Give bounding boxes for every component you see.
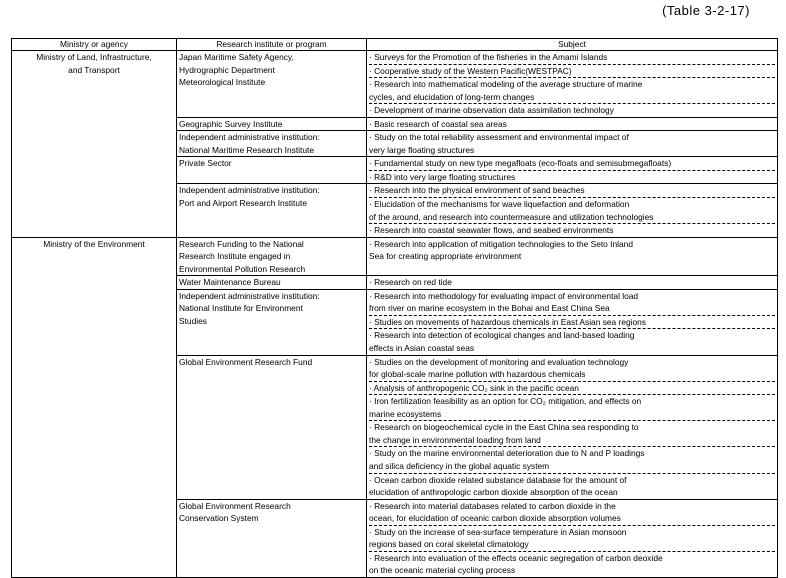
program-name: Japan Maritime Safety Agency, Hydrographic Department Meteorological Institute: [179, 52, 294, 88]
subject-text: Analysis of anthropogenic CO₂ sink in the pacific ocean: [373, 382, 579, 393]
agency-name: Ministry of the Environment: [43, 238, 145, 249]
table-row: [12, 237, 778, 276]
table-body: [12, 51, 778, 578]
bullet-mark: ·: [369, 79, 375, 90]
bullet-mark: ·: [369, 382, 374, 393]
subject-item: [369, 420, 775, 446]
subject-list: [369, 500, 775, 577]
subject-item: [369, 500, 775, 525]
bullet-mark: ·: [369, 132, 375, 143]
subject-item: [369, 170, 775, 184]
program-name: Global Environment Research Fund: [179, 356, 313, 367]
subject-cell: [367, 355, 778, 499]
agency-cell: [12, 51, 177, 238]
header-agency: Ministry or agency: [12, 39, 177, 51]
subject-text: Research into application of mitigation technologies to the Seto Inland Sea for creating appropriate environment: [369, 238, 633, 262]
program-name: Research Funding to the National Research Institute engaged in Environmental Pollution Research: [179, 238, 306, 274]
subject-text: Basic research of coastal sea areas: [374, 118, 507, 129]
bullet-mark: ·: [369, 290, 375, 301]
bullet-mark: ·: [369, 448, 375, 459]
subject-item: [369, 51, 775, 64]
subject-text: Study on the total reliability assessment and environmental impact of very large floating structures: [369, 132, 629, 155]
subject-text: Fundamental study on new type megafloats (eco-floats and semisubmegafloats): [374, 158, 672, 169]
subject-list: [369, 276, 775, 289]
bullet-mark: ·: [369, 65, 375, 76]
program-cell: [177, 499, 367, 577]
agency-name: Ministry of Land, Infrastructure, and Transport: [36, 52, 152, 75]
program-name: Global Environment Research Conservation System: [179, 500, 291, 524]
bullet-mark: ·: [369, 474, 375, 485]
program-cell: [177, 276, 367, 290]
bullet-mark: ·: [369, 158, 375, 169]
bullet-mark: ·: [369, 552, 375, 563]
subject-list: [369, 157, 775, 183]
subject-list: [369, 356, 775, 499]
bullet-mark: ·: [369, 526, 375, 537]
subject-item: [369, 381, 775, 395]
subject-list: [369, 184, 775, 236]
table-row: [12, 51, 778, 118]
subject-item: [369, 64, 775, 78]
subject-item: [369, 276, 775, 289]
subject-text: Research on red tide: [374, 277, 452, 288]
bullet-mark: ·: [369, 171, 375, 182]
subject-cell: [367, 276, 778, 290]
program-name: Independent administrative institution: Port and Airport Research Institute: [179, 185, 320, 209]
subject-list: [369, 131, 775, 156]
bullet-mark: ·: [369, 238, 375, 249]
subject-list: [369, 118, 775, 131]
program-cell: [177, 184, 367, 237]
bullet-mark: ·: [369, 330, 375, 341]
program-cell: [177, 289, 367, 355]
subject-cell: [367, 51, 778, 118]
program-cell: [177, 355, 367, 499]
program-name: Independent administrative institution: National Institute for Environment Studies: [179, 290, 320, 326]
subject-item: [369, 356, 775, 381]
subject-text: Cooperative study of the Western Pacific(WESTPAC): [374, 65, 572, 76]
subject-item: [369, 446, 775, 472]
program-cell: [177, 51, 367, 118]
bullet-mark: ·: [369, 105, 375, 116]
subject-text: Iron fertilization feasibility as an option for CO₂ mitigation, and effects on marine ecosystems: [369, 396, 642, 419]
subject-text: Research into mathematical modeling of the average structure of marine cycles, and elucidation of long-term changes: [369, 79, 643, 102]
bullet-mark: ·: [369, 225, 375, 236]
program-cell: [177, 131, 367, 157]
subject-item: [369, 315, 775, 329]
subject-text: Research into coastal seawater flows, and seabed environments: [374, 225, 614, 236]
subject-item: [369, 77, 775, 103]
table-header-row: [12, 39, 778, 51]
subject-item: [369, 328, 775, 354]
subject-item: [369, 197, 775, 223]
bullet-mark: ·: [369, 356, 375, 367]
subject-text: Surveys for the Promotion of the fisheries in the Amami Islands: [374, 52, 608, 62]
subject-list: [369, 238, 775, 263]
subject-text: Study on the increase of sea-surface temperature in Asian monsoon regions based on coral skeletal climatology: [369, 526, 627, 550]
subject-item: [369, 118, 775, 131]
subject-item: [369, 525, 775, 551]
subject-item: [369, 238, 775, 263]
agency-cell: [12, 237, 177, 577]
subject-item: [369, 223, 775, 237]
bullet-mark: ·: [369, 199, 375, 210]
subject-list: [369, 51, 775, 117]
subject-text: Research into the physical environment of sand beaches: [374, 185, 585, 196]
program-cell: [177, 157, 367, 184]
subject-cell: [367, 117, 778, 131]
subject-item: [369, 103, 775, 117]
subject-cell: [367, 237, 778, 276]
table-caption: (Table 3-2-17): [662, 3, 750, 18]
subject-cell: [367, 157, 778, 184]
subject-text: Research into methodology for evaluating impact of environmental load from river on marine ecosystem in the Bohai and East China Sea: [369, 290, 639, 314]
program-cell: [177, 117, 367, 131]
subject-item: [369, 184, 775, 197]
subject-cell: [367, 499, 778, 577]
program-cell: [177, 237, 367, 276]
subject-item: [369, 394, 775, 420]
bullet-mark: ·: [369, 396, 375, 407]
bullet-mark: ·: [369, 277, 375, 288]
subject-text: Research into evaluation of the effects oceanic segregation of carbon deoxide on the oceanic material cycling process: [369, 552, 663, 576]
program-name: Geographic Survey Institute: [179, 118, 283, 129]
subject-text: R&D into very large floating structures: [374, 171, 516, 182]
subject-list: [369, 290, 775, 355]
subject-text: Research into detection of ecological changes and land-based loading effects in Asian coastal seas: [369, 330, 635, 354]
subject-text: Studies on movements of hazardous chemicals in East Asian sea regions: [374, 316, 646, 327]
subject-cell: [367, 131, 778, 157]
program-name: Independent administrative institution: National Maritime Research Institute: [179, 132, 320, 155]
subject-item: [369, 157, 775, 170]
subject-text: Development of marine observation data assimilation technology: [374, 105, 614, 116]
subject-text: Research on biogeochemical cycle in the East China sea responding to the change in environmental loading from land: [369, 422, 639, 445]
subject-item: [369, 473, 775, 499]
bullet-mark: ·: [369, 500, 375, 511]
bullet-mark: ·: [369, 185, 375, 196]
program-name: Water Maintenance Bureau: [179, 277, 281, 288]
bullet-mark: ·: [369, 316, 375, 327]
subject-text: Studies on the development of monitoring and evaluation technology for global-scale marine pollution with hazardous chemicals: [369, 356, 629, 380]
header-program: Research institute or program: [177, 39, 367, 51]
bullet-mark: ·: [369, 422, 375, 433]
subject-text: Research into material databases related to carbon dioxide in the ocean, for elucidation of oceanic carbon dioxide absorption volumes: [369, 500, 621, 524]
subject-text: Elucidation of the mechanisms for wave liquefaction and deformation of the around, and research into countermeasure and utilization technologies: [369, 199, 654, 222]
subject-item: [369, 131, 775, 156]
subject-cell: [367, 184, 778, 237]
bullet-mark: ·: [369, 118, 375, 129]
subject-text: Ocean carbon dioxide related substance database for the amount of elucidation of anthropologic carbon dioxide absorption of the ocean: [369, 474, 627, 498]
subject-cell: [367, 289, 778, 355]
program-name: Private Sector: [179, 158, 232, 169]
research-table: [11, 38, 778, 578]
header-subject: Subject: [367, 39, 778, 51]
subject-text: Study on the marine environmental deterioration due to N and P loadings and silica deficiency in the global aquatic system: [369, 448, 645, 471]
subject-item: [369, 290, 775, 315]
bullet-mark: ·: [369, 52, 375, 62]
